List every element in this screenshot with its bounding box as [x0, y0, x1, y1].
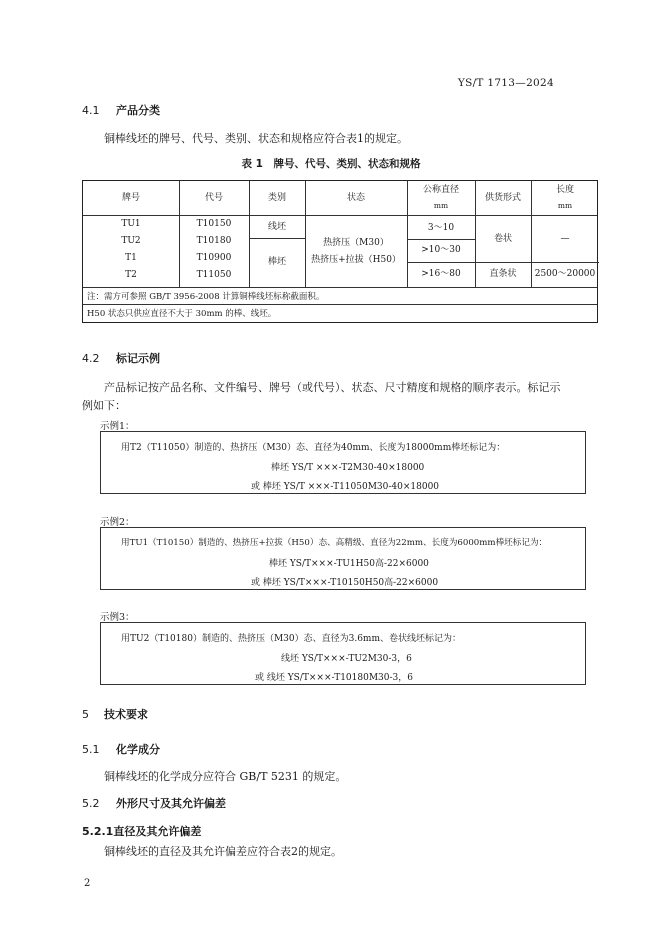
section-title: 技术要求 [104, 708, 148, 721]
section-5-2-1-text: 铜棒线坯的直径及其允许偏差应符合表2的规定。 [104, 845, 342, 858]
section-number: 4.1 [82, 104, 100, 117]
length-cell: 2500～20000 [534, 269, 596, 279]
section-title: 标记示例 [116, 352, 160, 365]
example-2-box [100, 527, 586, 590]
diameter-cell: >10～30 [421, 245, 461, 255]
section-4-1-heading [82, 102, 160, 118]
section-5-2-1-heading [82, 823, 201, 839]
supply-cell: 卷状 [493, 234, 512, 244]
header-code: 代号 [204, 193, 223, 203]
example-1-label: 示例1： [100, 421, 135, 432]
section-title: 直径及其允许偏差 [113, 825, 202, 838]
header-length: 长度 [555, 185, 574, 195]
section-number: 5.2.1 [82, 825, 114, 838]
section-title: 产品分类 [116, 104, 160, 117]
category-cell: 线坯 [267, 222, 286, 232]
section-5-2-heading [82, 795, 226, 811]
code-cell: T10900 [196, 253, 232, 263]
header-temper: 状态 [346, 193, 365, 203]
section-number: 5.1 [82, 743, 100, 756]
supply-cell: 直条状 [489, 269, 517, 279]
section-4-2-text-line2: 例如下： [82, 399, 126, 412]
table1-note-2: H50 状态只供应直径不大于 30mm 的棒、线坯。 [87, 309, 277, 319]
section-title: 化学成分 [116, 743, 160, 756]
section-4-2-heading [82, 350, 160, 366]
example-3-mark: 线坯 YS/T×××-TU2M30-3，6 [281, 654, 412, 664]
section-number: 5.2 [82, 797, 100, 810]
table1-caption: 表 1 牌号、代号、类别、状态和规格 [241, 158, 421, 170]
code-cell: T10150 [196, 219, 232, 229]
section-5-1-text: 铜棒线坯的化学成分应符合 GB/T 5231 的规定。 [104, 770, 347, 783]
section-5-heading [82, 706, 148, 722]
section-number: 5 [82, 708, 89, 721]
example-1-description: 用T2（T11050）制造的、热挤压（M30）态、直径为40mm、长度为18000mm棒坯标记为： [121, 443, 506, 453]
temper-cell: 热挤压+拉拔（H50） [311, 255, 401, 265]
example-2-label: 示例2： [100, 517, 135, 528]
document-code: YS/T 1713—2024 [457, 77, 554, 89]
grade-cell: TU1 [121, 219, 141, 229]
grade-cell: TU2 [121, 236, 141, 246]
example-1-mark: 棒坯 YS/T ×××-T2M30-40×18000 [271, 463, 425, 473]
section-5-1-heading [82, 741, 160, 757]
header-diameter: 公称直径 [422, 185, 459, 195]
grade-cell: T2 [125, 270, 137, 280]
diameter-cell: 3～10 [427, 223, 455, 233]
section-number: 4.2 [82, 352, 100, 365]
code-cell: T11050 [196, 270, 232, 280]
example-2-mark-alt: 或 棒坯 YS/T×××-T10150H50高-22×6000 [251, 578, 439, 588]
diameter-cell: >16～80 [421, 269, 461, 279]
example-1-mark-alt: 或 棒坯 YS/T ×××-T11050M30-40×18000 [251, 482, 440, 492]
table1 [82, 180, 598, 323]
example-2-description: 用TU1（T10150）制造的、热挤压+拉拔（H50）态、高精级、直径为22mm、长度为6000mm棒坯标记为： [121, 538, 548, 548]
example-1-box [100, 431, 586, 494]
category-cell: 棒坯 [267, 257, 286, 267]
header-grade: 牌号 [121, 193, 140, 203]
grade-cell: T1 [125, 253, 137, 263]
section-4-2-text-line1: 产品标记按产品名称、文件编号、牌号（或代号）、状态、尺寸精度和规格的顺序表示。标记示 [104, 381, 561, 394]
example-3-description: 用TU2（T10180）制造的、热挤压（M30）态、直径为3.6mm、卷状线坯标记为： [121, 634, 461, 644]
example-3-label: 示例3： [100, 612, 135, 623]
temper-cell: 热挤压（M30） [323, 238, 389, 248]
table1-note-1: 注：需方可参照 GB/T 3956-2008 计算铜棒线坯标称截面积。 [87, 292, 325, 302]
length-cell: — [560, 234, 570, 244]
page-number: 2 [84, 878, 91, 889]
header-diameter-unit: mm [433, 201, 449, 210]
header-category: 类别 [267, 193, 286, 203]
header-length-unit: mm [557, 201, 573, 210]
section-title: 外形尺寸及其允许偏差 [116, 797, 226, 810]
example-2-mark: 棒坯 YS/T×××-TU1H50高-22×6000 [269, 559, 429, 569]
example-3-mark-alt: 或 线坯 YS/T×××-T10180M30-3，6 [255, 673, 414, 683]
code-cell: T10180 [196, 236, 232, 246]
example-3-box [100, 622, 586, 685]
header-supply: 供货形式 [484, 193, 521, 203]
section-4-1-text: 铜棒线坯的牌号、代号、类别、状态和规格应符合表1的规定。 [104, 132, 408, 145]
